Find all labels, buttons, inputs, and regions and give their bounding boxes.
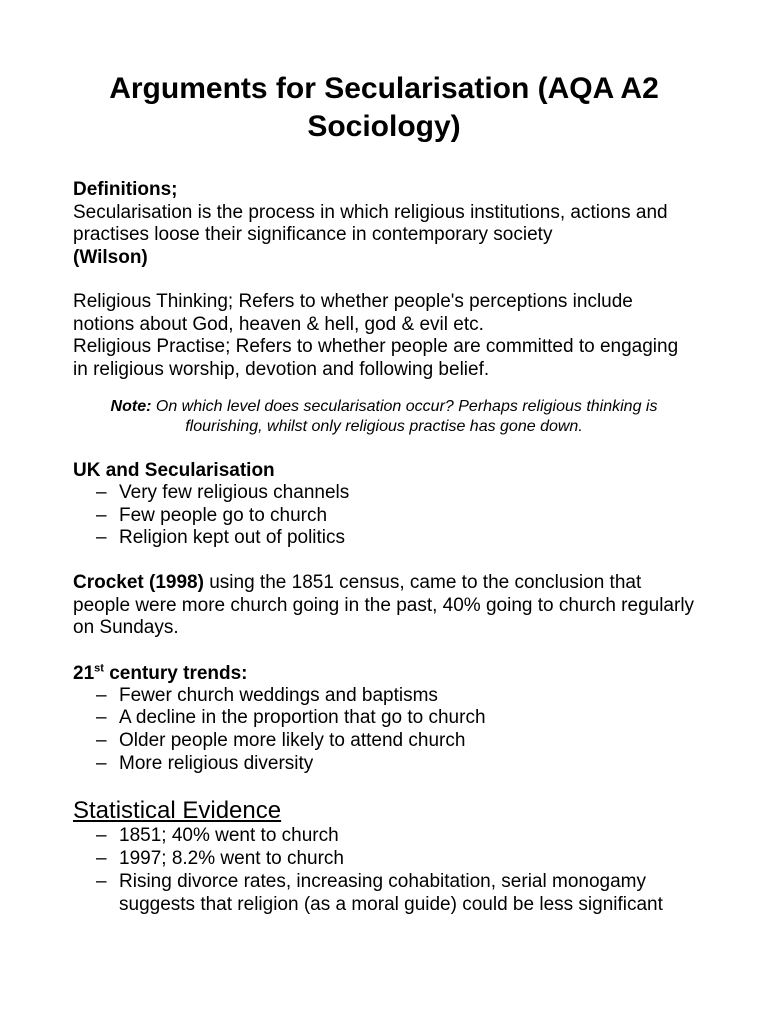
uk-heading: UK and Secularisation [73, 460, 275, 481]
list-item-text: Religion kept out of politics [119, 527, 346, 549]
list-item [73, 527, 695, 550]
dash-bullet: – [96, 504, 107, 526]
list-item [73, 825, 695, 848]
dash-bullet: – [96, 707, 107, 729]
list-item-text: 1997; 8.2% went to church [119, 848, 344, 870]
note-label: Note: [110, 398, 152, 415]
list-item-text: More religious diversity [119, 752, 314, 774]
religious-section [73, 291, 695, 381]
list-item [73, 871, 695, 916]
definitions-heading: Definitions; [73, 179, 178, 200]
statistical-heading: Statistical Evidence [73, 797, 282, 825]
religious-practise: Religious Practise; Refers to whether people are committed to engaging in religious worship, devotion and following belief. [73, 336, 679, 380]
list-item [73, 753, 695, 776]
list-item [73, 505, 695, 528]
document-page [73, 70, 695, 916]
list-item [73, 848, 695, 871]
list-item-text: Few people go to church [119, 504, 328, 526]
dash-bullet: – [96, 752, 107, 774]
dash-bullet: – [96, 482, 107, 503]
dash-bullet: – [96, 870, 107, 892]
religious-thinking: Religious Thinking; Refers to whether people's perceptions include notions about God, heaven & hell, god & evil etc. [73, 291, 633, 335]
statistical-list [73, 825, 695, 916]
dash-bullet: – [96, 848, 107, 870]
list-item [73, 482, 695, 505]
definitions-section [73, 179, 695, 269]
trends-heading-num: 21 [73, 662, 95, 684]
list-item-text: Fewer church weddings and baptisms [119, 684, 438, 706]
list-item-text: Rising divorce rates, increasing cohabitation, serial monogamy suggests that religion (as a moral guide) could be less significant [119, 870, 663, 915]
title-rest: (AQA A2 Sociology) [307, 72, 659, 143]
crocket-paragraph [73, 572, 695, 640]
definitions-text: Secularisation is the process in which religious institutions, actions and practises loose their significance in contemporary society [73, 201, 668, 245]
dash-bullet: – [96, 825, 107, 847]
uk-section [73, 459, 695, 550]
trends-list [73, 685, 695, 776]
uk-list [73, 482, 695, 550]
definitions-citation: (Wilson) [73, 246, 148, 268]
note [73, 397, 695, 437]
note-text: On which level does secularisation occur? Perhaps religious thinking is flourishing, whilst only religious practise has gone down. [151, 398, 658, 435]
list-item-text: Older people more likely to attend church [119, 730, 466, 752]
page-title [73, 70, 695, 146]
list-item-text: 1851; 40% went to church [119, 825, 339, 847]
statistical-section [73, 797, 695, 916]
dash-bullet: – [96, 730, 107, 752]
trends-section [73, 662, 695, 776]
list-item [73, 685, 695, 708]
dash-bullet: – [96, 527, 107, 549]
trends-heading [73, 662, 695, 685]
list-item [73, 707, 695, 730]
crocket-name: Crocket (1998) [73, 572, 204, 594]
trends-heading-sup: st [94, 662, 104, 675]
list-item [73, 730, 695, 753]
trends-heading-rest: century trends: [103, 662, 248, 684]
list-item-text: A decline in the proportion that go to church [119, 707, 486, 729]
list-item-text: Very few religious channels [119, 482, 350, 503]
crocket-text: using the 1851 census, came to the conclusion that people were more church going in the past, 40% going to church regularly on Sundays. [73, 572, 695, 639]
title-bold: Arguments for Secularisation [109, 72, 530, 105]
dash-bullet: – [96, 684, 107, 706]
